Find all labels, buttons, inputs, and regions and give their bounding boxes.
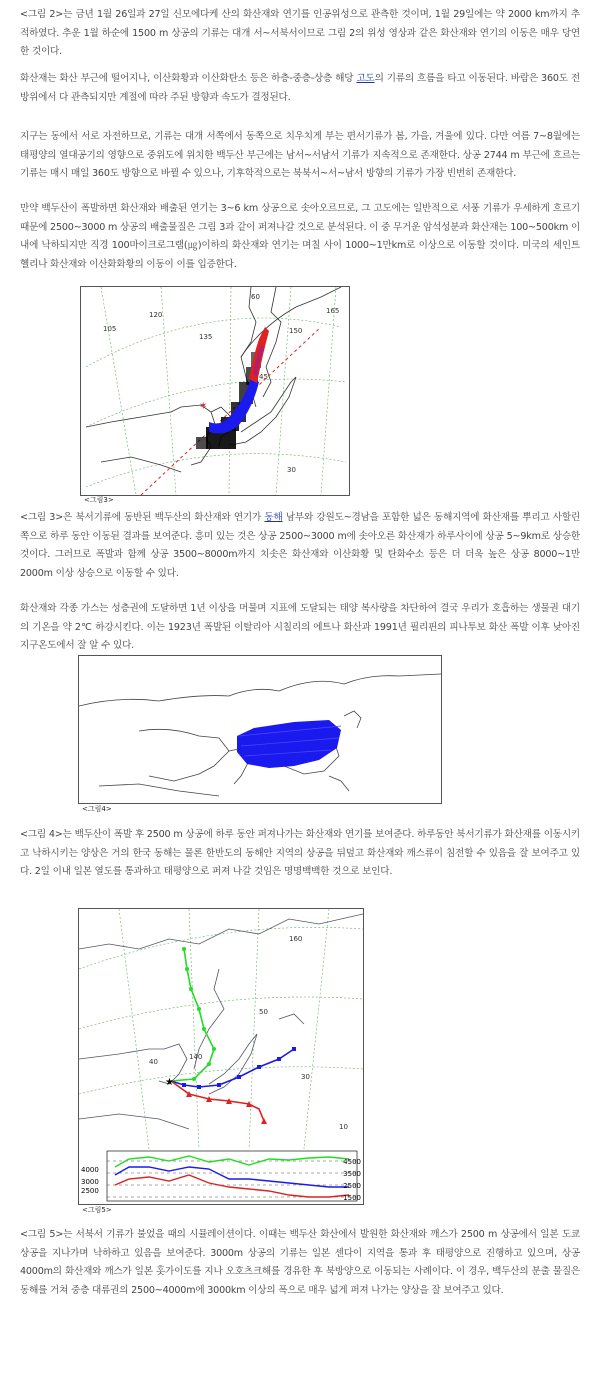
figure-5-svg <box>79 909 363 1204</box>
paragraph-figure3 <box>20 509 580 583</box>
paragraph-ash-gases <box>20 70 580 107</box>
fig5-right-level: 2500 <box>343 1182 361 1190</box>
paragraph-text: 남부와 강원도~경남을 포함한 넓은 동해지역에 화산재를 뿌리고 사할린 쪽으로 하루 동안 이동된 결과를 보여준다. 흥미 있는 것은 상공 2500~3000 m에 솟아오른 화산재가 하루사이에 상공 5~9km로 상승한 것이다. 그러므로 폭발과 함께 상공 3500~8000m까지 치솟은 화산재와 이산화황 및 탄화수소 등은 더 더욱 높은 상공 8000~1만 2000m 이상 상승으로 이동할 수 있다. <box>20 512 581 579</box>
svg-text:★: ★ <box>165 1077 174 1088</box>
fig3-label: 150 <box>289 327 303 335</box>
fig5-map-label: 30 <box>301 1073 310 1081</box>
figure-4-svg <box>79 656 441 803</box>
fig3-label: 60 <box>251 293 260 301</box>
fig5-left-level: 3000 <box>81 1178 99 1186</box>
fig5-map-label: 50 <box>259 1008 268 1016</box>
fig5-left-level: 4000 <box>81 1166 99 1174</box>
paragraph-figure4: <그림 4>는 백두산이 폭발 후 2500 m 상공에 하루 동안 퍼져나가는 화산재와 연기를 보여준다. 하루동안 북서기류가 화산재를 이동시키고 낙하시키는 양상은 거의 한국 동해는 물론 한반도의 동해안 지역의 상공을 뒤덮고 화산재와 깨스류이 침전할 수 있음을 잘 보여주고 있다. 2일 이내 일본 열도를 통과하고 태평양으로 퍼져 나갈 것임은 명명백백한 것으로 보인다. <box>20 829 580 877</box>
paragraph-text: 화산재는 화산 부근에 떨어지나, 이산화황과 이산화탄소 등은 하층-중층-상층 해당 <box>20 73 357 84</box>
paragraph-westerlies: 지구는 동에서 서로 자전하므로, 기류는 대개 서쪽에서 동쪽으로 치우치게 부는 편서기류가 봄, 가을, 겨울에 있다. 다만 여름 7~8월에는 태평양의 열대공기의 영향으로 중위도에 위치한 백두산 부근에는 남서~서남서 기류가 지속적으로 존재한다. 상공 2744 m 부근에 흐르는 기류는 매시 매일 360도 방향으로 바뀔 수 있으나, 기후학적으로는 북북서~서~남서 방향의 기류가 가장 빈번히 존재한다. <box>20 131 580 179</box>
fig5-map-label: 40 <box>149 1058 158 1066</box>
fig3-label: 135 <box>199 333 213 341</box>
fig3-label: 165 <box>326 307 340 315</box>
fig5-right-level: 4500 <box>343 1158 361 1166</box>
east-sea-link[interactable]: 동해 <box>264 512 283 523</box>
paragraph-text: <그림 3>은 북서기류에 동반된 백두산의 화산재와 연기가 <box>20 512 265 523</box>
figure-5-caption: <그림5> <box>82 1206 112 1214</box>
paragraph-figure5: <그림 5>는 서북서 기류가 불었을 때의 시뮬레이션이다. 이때는 백두산 화산에서 발원한 화산재와 깨스가 2500 m 상공에서 일본 도쿄 상공을 지나가며 낙하하고 있음을 보여준다. 3000m 상공의 기류는 일본 센다이 지역을 통과 후 태평양으로 진행하고 있으며, 상공 4000m의 화산재와 깨스가 일본 홋가이도를 지나 오호츠크해를 경유한 후 북방양으로 이동되는 사례이다. 이 경우, 백두산의 분출 물질은 동해를 거쳐 중층 대류권의 2500~4000m에 3000km 이상의 폭으로 매우 넓게 퍼져 나가는 양상을 잘 보여주고 있다. <box>20 1229 580 1296</box>
figure-5-map <box>78 908 364 1205</box>
fig3-label: 30 <box>287 466 296 474</box>
fig5-left-level: 2500 <box>81 1187 99 1195</box>
fig3-label: 120 <box>149 311 163 319</box>
figure-4-caption: <그림4> <box>82 805 112 813</box>
altitude-link[interactable]: 고도 <box>356 73 375 84</box>
fig3-label: 105 <box>103 325 117 333</box>
figure-4-map <box>78 655 442 804</box>
svg-text:✶: ✶ <box>199 401 208 412</box>
paragraph-figure2: <그림 2>는 금년 1월 26일과 27일 신모에다케 산의 화산재와 연기를 인공위성으로 관측한 것이며, 1월 29일에는 약 2000 km까지 추적하였다. 추운 1월 하순에 1500 m 상공의 기류는 대개 서~서북서이므로 그림 2의 위성 영상과 같은 화산재와 연기의 이동은 매우 당연한 것이다. <box>20 9 580 57</box>
fig5-map-label: 140 <box>189 1053 203 1061</box>
paragraph-stratosphere: 화산재와 각종 가스는 성층권에 도달하면 1년 이상을 머물며 지표에 도달되는 태양 복사량을 차단하여 결국 우리가 호흡하는 생물권 대기의 기온을 약 2℃ 하강시킨다. 이는 1923년 폭발된 이탈리아 시칠리의 에트나 화산과 1991년 필리핀의 피나투보 화산 폭발 이후 낮아진 지구온도에서 잘 알 수 있다. <box>20 603 580 651</box>
fig3-label: 45 <box>259 373 268 381</box>
fig5-map-label: 10 <box>339 1123 348 1131</box>
fig5-right-level: 3500 <box>343 1170 361 1178</box>
paragraph-text: 의 기류의 흐름을 타고 이동된다. 바람은 360도 전방위에서 다 관측되지만 계절에 따라 주된 방향과 속도가 결정된다. <box>20 73 580 103</box>
figure-3-caption: <그림3> <box>84 496 114 504</box>
figure-3-map <box>80 286 350 496</box>
figure-3-svg <box>81 287 349 495</box>
fig5-right-level: 1500 <box>343 1194 361 1202</box>
paragraph-eruption-spread: 만약 백두산이 폭발하면 화산재와 배출된 연기는 3~6 km 상공으로 솟아오르므로, 그 고도에는 일반적으로 서풍 기류가 우세하게 흐르기 때문에 2500~3000 m 상공의 배출물질은 그림 3과 같이 퍼져나갈 것으로 분석된다. 이 중 무거운 암석성분과 화산재는 100~500km 이내에 낙하되지만 직경 100마이크로그램(㎍)이하의 화산재와 연기는 며칠 사이 1000~1만km로 이상으로 이동할 것이다. 미국의 세인트헬리나 화산재와 이산화화황의 이동이 이를 입증한다. <box>20 203 581 270</box>
fig5-map-label: 160 <box>289 935 303 943</box>
